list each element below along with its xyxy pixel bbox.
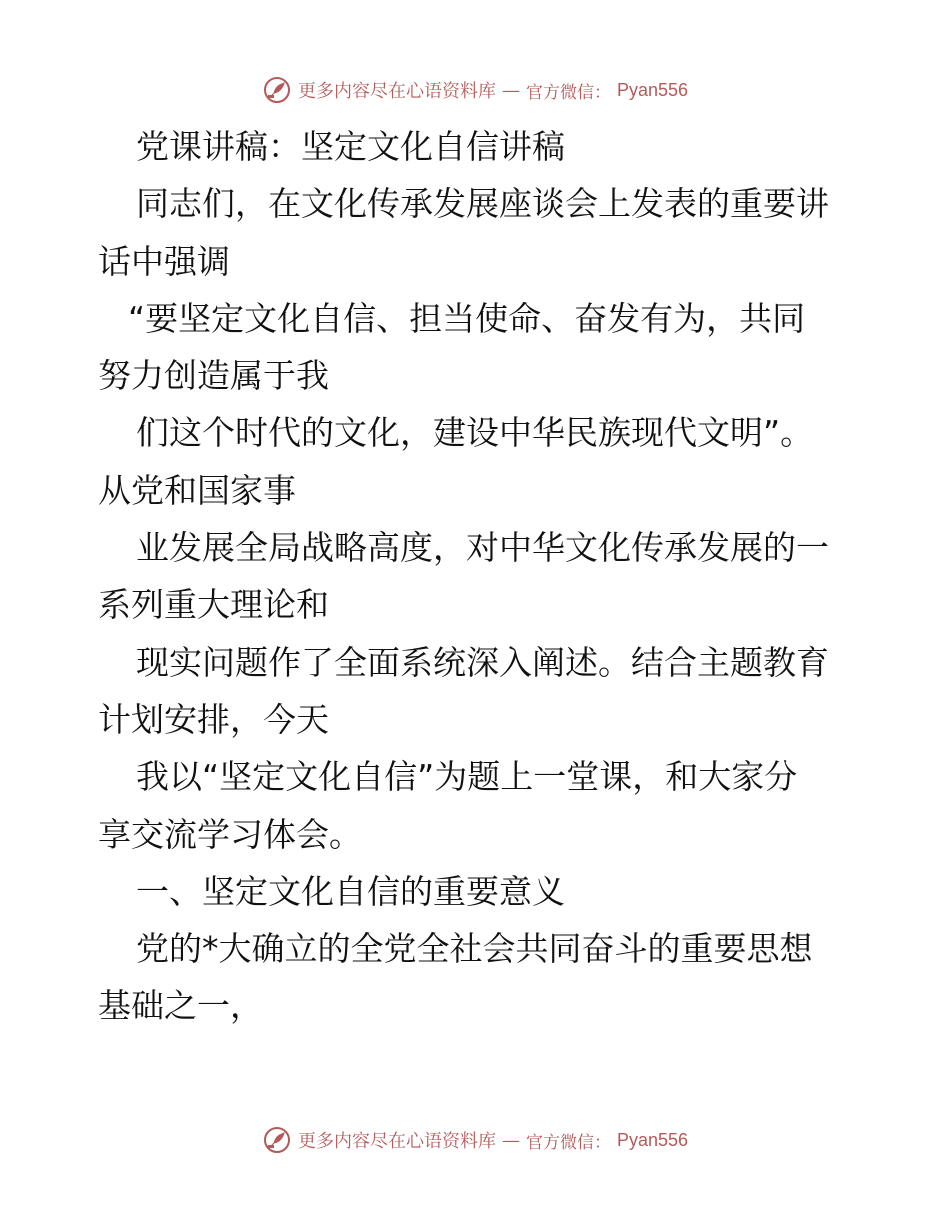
paragraph-line: 享交流学习体会。: [98, 814, 362, 854]
feather-logo-icon: [262, 75, 292, 105]
watermark-wechat-id: Pyan556: [616, 79, 689, 100]
section-heading: 一、坚定文化自信的重要意义: [136, 871, 565, 911]
paragraph-line: 业发展全局战略高度，对中华文化传承发展的一: [136, 528, 829, 568]
paragraph-line: 现实问题作了全面系统深入阐述。结合主题教育: [136, 642, 829, 682]
watermark-separator: —: [501, 1129, 520, 1151]
watermark-footer: [0, 1124, 950, 1156]
watermark-header: [0, 74, 950, 106]
paragraph-line: 从党和国家事: [98, 470, 296, 510]
paragraph-line: 努力创造属于我: [98, 356, 329, 396]
watermark-wechat-id: Pyan556: [616, 1129, 689, 1150]
paragraph-line: 话中强调: [98, 241, 230, 281]
watermark-separator: —: [501, 79, 520, 101]
watermark-main-text: 更多内容尽在心语资料库: [297, 1131, 496, 1152]
paragraph-line: 基础之一，: [98, 986, 263, 1026]
paragraph-line: 们这个时代的文化，建设中华民族现代文明”。: [136, 413, 814, 453]
watermark-wechat-label: 官方微信：: [525, 1132, 611, 1153]
document-body: [98, 118, 858, 1035]
document-title: 党课讲稿：坚定文化自信讲稿: [136, 127, 565, 166]
paragraph-line: “要坚定文化自信、担当使命、奋发有为，共同: [128, 298, 806, 338]
watermark-main-text: 更多内容尽在心语资料库: [297, 81, 496, 102]
watermark-wechat-label: 官方微信：: [525, 82, 611, 103]
paragraph-line: 我以“坚定文化自信”为题上一堂课，和大家分: [136, 757, 798, 797]
paragraph-line: 计划安排，今天: [98, 699, 329, 739]
feather-logo-icon: [262, 1125, 292, 1155]
paragraph-line: 系列重大理论和: [98, 585, 329, 625]
paragraph-line: 党的*大确立的全党全社会共同奋斗的重要思想: [136, 929, 813, 969]
paragraph-line: 同志们，在文化传承发展座谈会上发表的重要讲: [136, 184, 829, 224]
